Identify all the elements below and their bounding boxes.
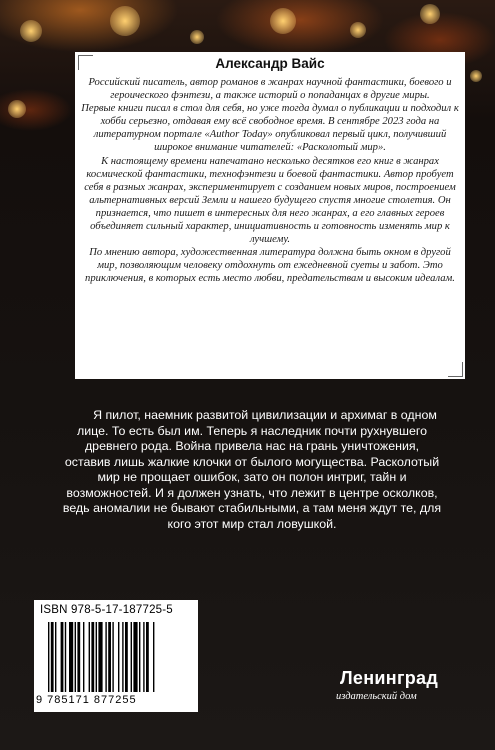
bio-paragraph: Российский писатель, автор романов в жанрах научной фантастики, боевого и героического фэнтези, а также историй о попаданцах в другие миры. bbox=[88, 77, 452, 102]
bio-paragraph: Первые книги писал в стол для себя, но уже тогда думал о публикации и подходил к хобби серьезно, отдавая ему всё свободное время. В сентябре 2023 года на литературном портале «Author Today» опубликовал первый цикл, получивший широкое внимание читателей: «Расколотый мир». bbox=[81, 103, 459, 154]
book-annotation bbox=[62, 408, 442, 532]
publisher-logo bbox=[336, 668, 454, 708]
barcode-box bbox=[34, 600, 198, 712]
author-bio-panel bbox=[75, 52, 465, 379]
panel-corner-mark bbox=[448, 362, 463, 377]
bio-paragraph: По мнению автора, художественная литература должна быть окном в другой мир, позволяющим человеку отдохнуть от ежедневной суеты и забот. Это приключения, в которых есть место любви, предательствам и высоким идеалам. bbox=[85, 247, 455, 285]
publisher-name: Ленинград bbox=[340, 668, 439, 688]
publisher-subtitle: издательский дом bbox=[336, 691, 417, 702]
panel-corner-mark bbox=[78, 55, 93, 70]
author-bio bbox=[81, 76, 459, 286]
barcode-bars bbox=[48, 622, 192, 692]
ean-digits: 9 785171 877255 bbox=[36, 694, 137, 706]
bio-paragraph: К настоящему времени напечатано несколько десятков его книг в жанрах космической фантастики, технофэнтези и боевой фантастики. Автор пробует себя в разных жанрах, экспериментирует с созданием новых миров, построением альтернативных версий Земли и нашего будущего спустя многие столетия. Он признается, что пишет в интересных для него жанрах, а его главных героев объединяет сильный характер, инициативность и готовность изменять мир к лучшему. bbox=[84, 155, 456, 246]
isbn-label: ISBN 978-5-17-187725-5 bbox=[40, 604, 173, 616]
annotation-text: Я пилот, наемник развитой цивилизации и архимаг в одном лице. То есть был им. Теперь я наследник почти рухнувшего древнего рода. Война привела нас на грань уничтожения, оставив лишь жалкие клочки от былого могущества. Расколотый мир не прощает ошибок, зато он полон интриг, тайн и возможностей. И я должен узнать, что лежит в центре осколков, ведь аномалии не бывают стабильными, а там меня ждут те, для кого этот мир стал ловушкой. bbox=[62, 408, 442, 531]
author-name: Александр Вайс bbox=[215, 56, 325, 71]
